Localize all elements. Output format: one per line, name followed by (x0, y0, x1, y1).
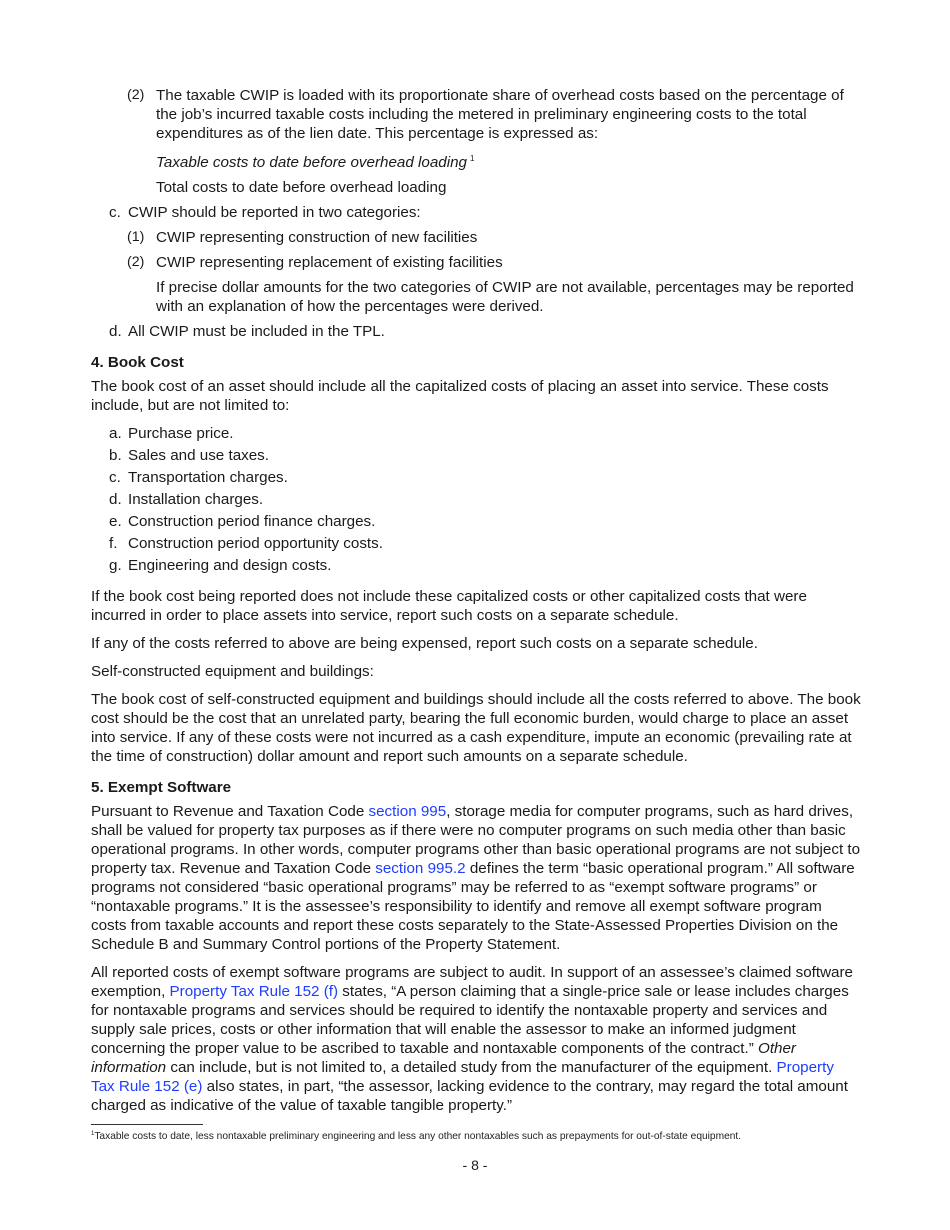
link-section-995[interactable]: section 995 (368, 803, 447, 820)
book-cost-list (91, 424, 861, 578)
footnote: $^1$Taxable costs to date, less nontaxable preliminary engineering and less any other nontaxables such as prepayments for out-of-state equipment. (91, 1131, 742, 1142)
cwip-item-c (91, 203, 861, 222)
item-text: CWIP representing construction of new facilities (156, 229, 478, 246)
section-heading-book-cost: 4. Book Cost (91, 354, 184, 371)
link-section-995-2[interactable]: section 995.2 (375, 860, 466, 877)
book-cost-intro: The book cost of an asset should include all the capitalized costs of placing an asset into service. These costs include, but are not limited to: (91, 378, 829, 414)
item-number: (2) (127, 87, 145, 103)
list-item: g. Engineering and design costs. (109, 557, 332, 574)
cwip-percentage-note: If precise dollar amounts for the two categories of CWIP are not available, percentages may be reported with an explanation of how the percentages were derived. (156, 279, 854, 315)
cwip-item-d (91, 322, 861, 341)
footnote-ref[interactable]: 1 (470, 154, 475, 163)
item-text: CWIP representing replacement of existing facilities (156, 254, 503, 271)
item-letter: d. (109, 323, 122, 340)
item-number: (1) (127, 229, 145, 245)
exempt-software-paragraph-1: Pursuant to Revenue and Taxation Code section 995, storage media for computer programs, such as hard drives, shall be valued for property tax purposes as if there were no computer programs on such media other than basic operational programs. In other words, computer programs other than basic operational programs are not subject to property tax. Revenue and Taxation Code section 995.2 defines the term “basic operational program.” All software programs not considered “basic operational programs” may be referred to as “exempt software programs” or “nontaxable programs.” It is the assessee’s responsibility to identify and remove all exempt software program costs from taxable accounts and report these costs separately to the State-Assessed Properties Division on the Schedule B and Summary Control portions of the Property Statement. (91, 803, 861, 953)
footnote-divider (91, 1124, 203, 1125)
item-text: CWIP should be reported in two categories: (128, 204, 421, 221)
cwip-category-1 (91, 228, 861, 247)
item-text: All CWIP must be included in the TPL. (128, 323, 385, 340)
link-rule-152-f[interactable]: Property Tax Rule 152 (f) (169, 983, 339, 1000)
footnote-marker: 1 (91, 1131, 95, 1137)
book-cost-paragraph: Self-constructed equipment and buildings: (91, 663, 374, 680)
cwip-category-2 (91, 253, 861, 272)
item-letter: c. (109, 204, 121, 221)
cwip-item-2 (91, 86, 861, 143)
link-rule-152-e[interactable]: Property Tax Rule 152 (e) (91, 1059, 834, 1095)
section-heading-exempt-software: 5. Exempt Software (91, 779, 232, 796)
list-item: e. Construction period finance charges. (109, 513, 376, 530)
document-body (91, 86, 861, 1124)
item-number: (2) (127, 254, 145, 270)
list-item: f. Construction period opportunity costs. (109, 535, 383, 552)
book-cost-paragraph: The book cost of self-constructed equipment and buildings should include all the costs referred to above. The book cost should be the cost that an unrelated party, bearing the full economic burden, would charge to place an asset into service. If any of these costs were not incurred as a cash expenditure, impute an economic (prevailing rate at the time of construction) dollar amount and report such amounts on a separate schedule. (91, 691, 861, 765)
list-item: b. Sales and use taxes. (109, 447, 269, 464)
formula-denominator: Total costs to date before overhead loading (156, 179, 447, 196)
page-number: - 8 - (462, 1157, 488, 1173)
list-item: c. Transportation charges. (109, 469, 288, 486)
list-item: d. Installation charges. (109, 491, 264, 508)
item-text: The taxable CWIP is loaded with its proportionate share of overhead costs based on the percentage of the job’s incurred taxable costs including the metered in preliminary engineering costs to the total expenditures as of the lien date. This percentage is expressed as: (156, 87, 844, 142)
formula-numerator: Taxable costs to date before overhead loading $^1$ (156, 154, 475, 171)
book-cost-paragraph: If any of the costs referred to above are being expensed, report such costs on a separate schedule. (91, 635, 758, 652)
list-item: a. Purchase price. (109, 425, 234, 442)
exempt-software-paragraph-2: All reported costs of exempt software programs are subject to audit. In support of an assessee’s claimed software exemption, Property Tax Rule 152 (f) states, “A person claiming that a single-price sale or lease includes charges for nontaxable programs and services should be required to identify the nontaxable property and services and supply sale prices, costs or other information that will enable the assessor to make an informed judgment concerning the proper value to be ascribed to taxable and nontaxable components of the contract.” Other information can include, but is not limited to, a detailed study from the manufacturer of the equipment. Property Tax Rule 152 (e) also states, in part, “the assessor, lacking evidence to the contrary, may regard the total amount charged as indicative of the value of taxable tangible property.” (91, 964, 853, 1114)
percentage-formula (91, 149, 861, 197)
book-cost-paragraph: If the book cost being reported does not include these capitalized costs or other capitalized costs that were incurred in order to place assets into service, report such costs on a separate schedule. (91, 588, 807, 624)
